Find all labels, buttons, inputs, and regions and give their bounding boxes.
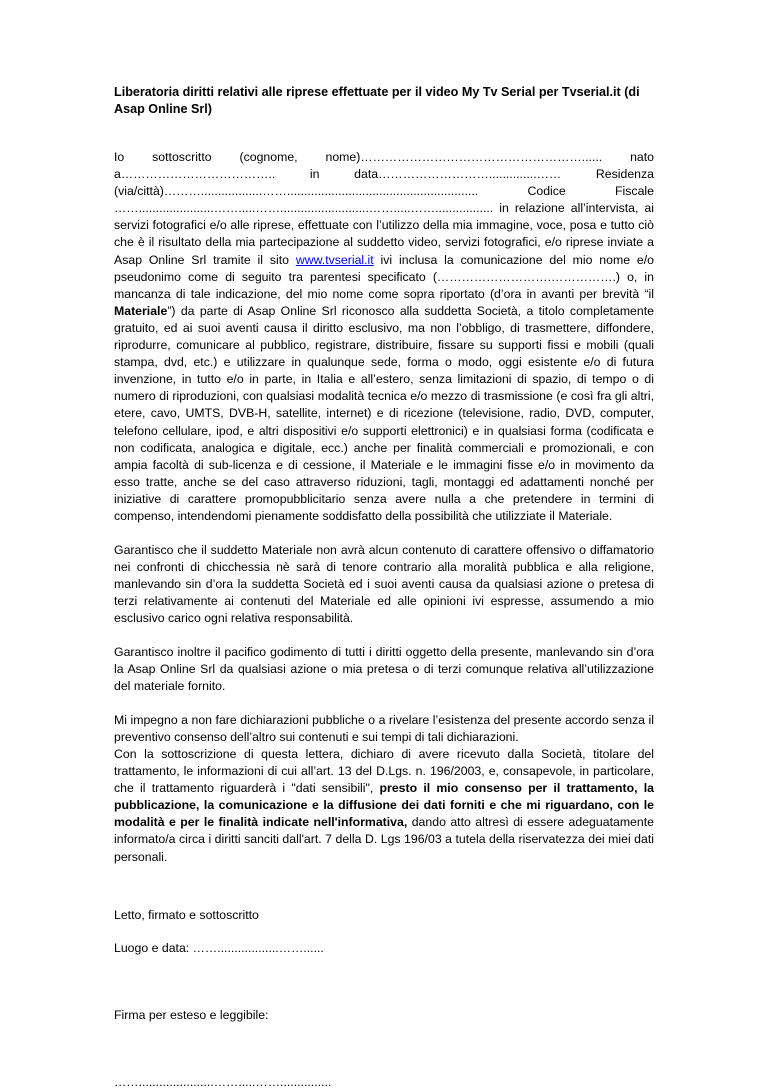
- intro-text-start: Io sottoscritto (cognome, nome)………………………………………………...... nato a……………………………….. in data………………………..............…… Residenza (via/città)………..................……........................................................ Codice Fiscale ……......................…….....……..........................…….....……................. in relazione all’intervista, ai servizi fotografici e/o alle riprese, effettuate con l’utilizzo della mia immagine, voce, posa e tutto ciò che è il risultato della mia partecipazione al suddetto video, servizi fotografici, e/o riprese inviate a Asap Online Srl tramite il sito: [114, 150, 654, 267]
- consent-bold-text: presto il mio consenso per il trattamento, la pubblicazione, la comunicazione e la diffusione dei dati forniti e che mi riguardano, con le modalità e per le finalità indicate nell'informativa,: [114, 781, 654, 830]
- document-title: Liberatoria diritti relativi alle riprese effettuate per il video My Tv Serial per Tvserial.it (di Asap Online Srl): [114, 85, 640, 116]
- signature-line: ……......................…….....……...............: [114, 1074, 332, 1089]
- consent-text-end: dando atto altresì di essere adeguatamente informato/a circa i diritti sanciti dall'art. 7 della D. Lgs 196/03 a tutela della riservatezza dei miei dati personali.: [114, 815, 654, 864]
- commitment-text: Mi impegno a non fare dichiarazioni pubbliche o a rivelare l’esistenza del presente accordo senza il preventivo consenso dell’altro sui contenuti e sui tempi di tali dichiarazioni.: [114, 712, 654, 744]
- commitment-paragraph: [114, 712, 654, 866]
- tvserial-link[interactable]: www.tvserial.it: [295, 252, 374, 267]
- enjoyment-paragraph: Garantisco inoltre il pacifico godimento di tutti i diritti oggetto della presente, manlevando sin d’ora la Asap Online Srl da qualsiasi azione o mia pretesa o di terzi comunque relativa all’utilizzazione del materiale fornito.: [114, 644, 654, 693]
- guarantee-paragraph: Garantisco che il suddetto Materiale non avrà alcun contenuto di carattere offensivo o diffamatorio nei confronti di chicchessia nè sarà di tenore contrario alla moralità pubblica e alla religione, manlevando sin d’ora la suddetta Società ed i suoi aventi causa da qualsiasi azione o pretesa di terzi relativamente ai contenuti del Materiale ed alle opinioni ivi espresse, assumendo a mio esclusivo carico ogni relativa responsabilità.: [114, 543, 654, 626]
- signature-label: Firma per esteso e leggibile:: [114, 1007, 269, 1022]
- materiale-term: Materiale: [114, 303, 168, 318]
- consent-text-start: Con la sottoscrizione di questa lettera, dichiaro di avere ricevuto dalla Società, titolare del trattamento, le informazioni di cui all’art. 13 del D.Lgs. n. 196/2003, e, consapevole, in particolare, che il trattamento riguarderà i "dati sensibili",: [114, 747, 654, 796]
- signed-statement: Letto, firmato e sottoscritto: [114, 907, 259, 922]
- intro-text-rest: ”) da parte di Asap Online Srl riconosco alla suddetta Società, a titolo completamente gratuito, ed ai suoi aventi causa il diritto esclusivo, ma non l’obbligo, di trasmettere, diffondere, riprodurre, comunicare al pubblico, registrare, distribuire, fissare su supporti fissi e mobili (quali stampa, dvd, etc.) e utilizzare in qualunque sede, forma o modo, oggi esistente e/o di futura invenzione, in tutto e/o in parte, in Italia e all’estero, senza limitazioni di spazio, di tempo o di numero di riproduzioni, con qualsiasi modalità tecnica e/o mezzo di trasmissione (e così fra gli altri, etere, cavo, UMTS, DVB-H, satellite, internet) e di ricezione (televisione, radio, DVD, computer, telefono cellulare, ipod, e altri dispositivi e/o supporti elettronici) e in qualsiasi forma (codificata e non codificata, analogica e digitale, ecc.) anche per finalità commerciali e promozionali, e con ampia facoltà di sub-licenza e di cessione, il Materiale e le immagini fisse e/o in movimento da esso tratte, anche se del caso attraverso riduzioni, tagli, montaggi ed adattamenti nonché per iniziative di carattere promopubblicitario senza avere nulla a che pretendere in termini di compenso, intendendomi pienamente soddisfatto della possibilità che utilizziate il Materiale.: [114, 303, 654, 523]
- intro-text-middle: ivi inclusa la comunicazione del mio nome e/o pseudonimo come di seguito tra parentesi specificato (……………………….…………….) o, in mancanza di tale indicazione, del mio nome come sopra riportato (d’ora in avanti per brevità “il: [114, 252, 654, 301]
- intro-paragraph: [114, 149, 654, 525]
- place-date-field: Luogo e data: ……..................……......: [114, 940, 324, 955]
